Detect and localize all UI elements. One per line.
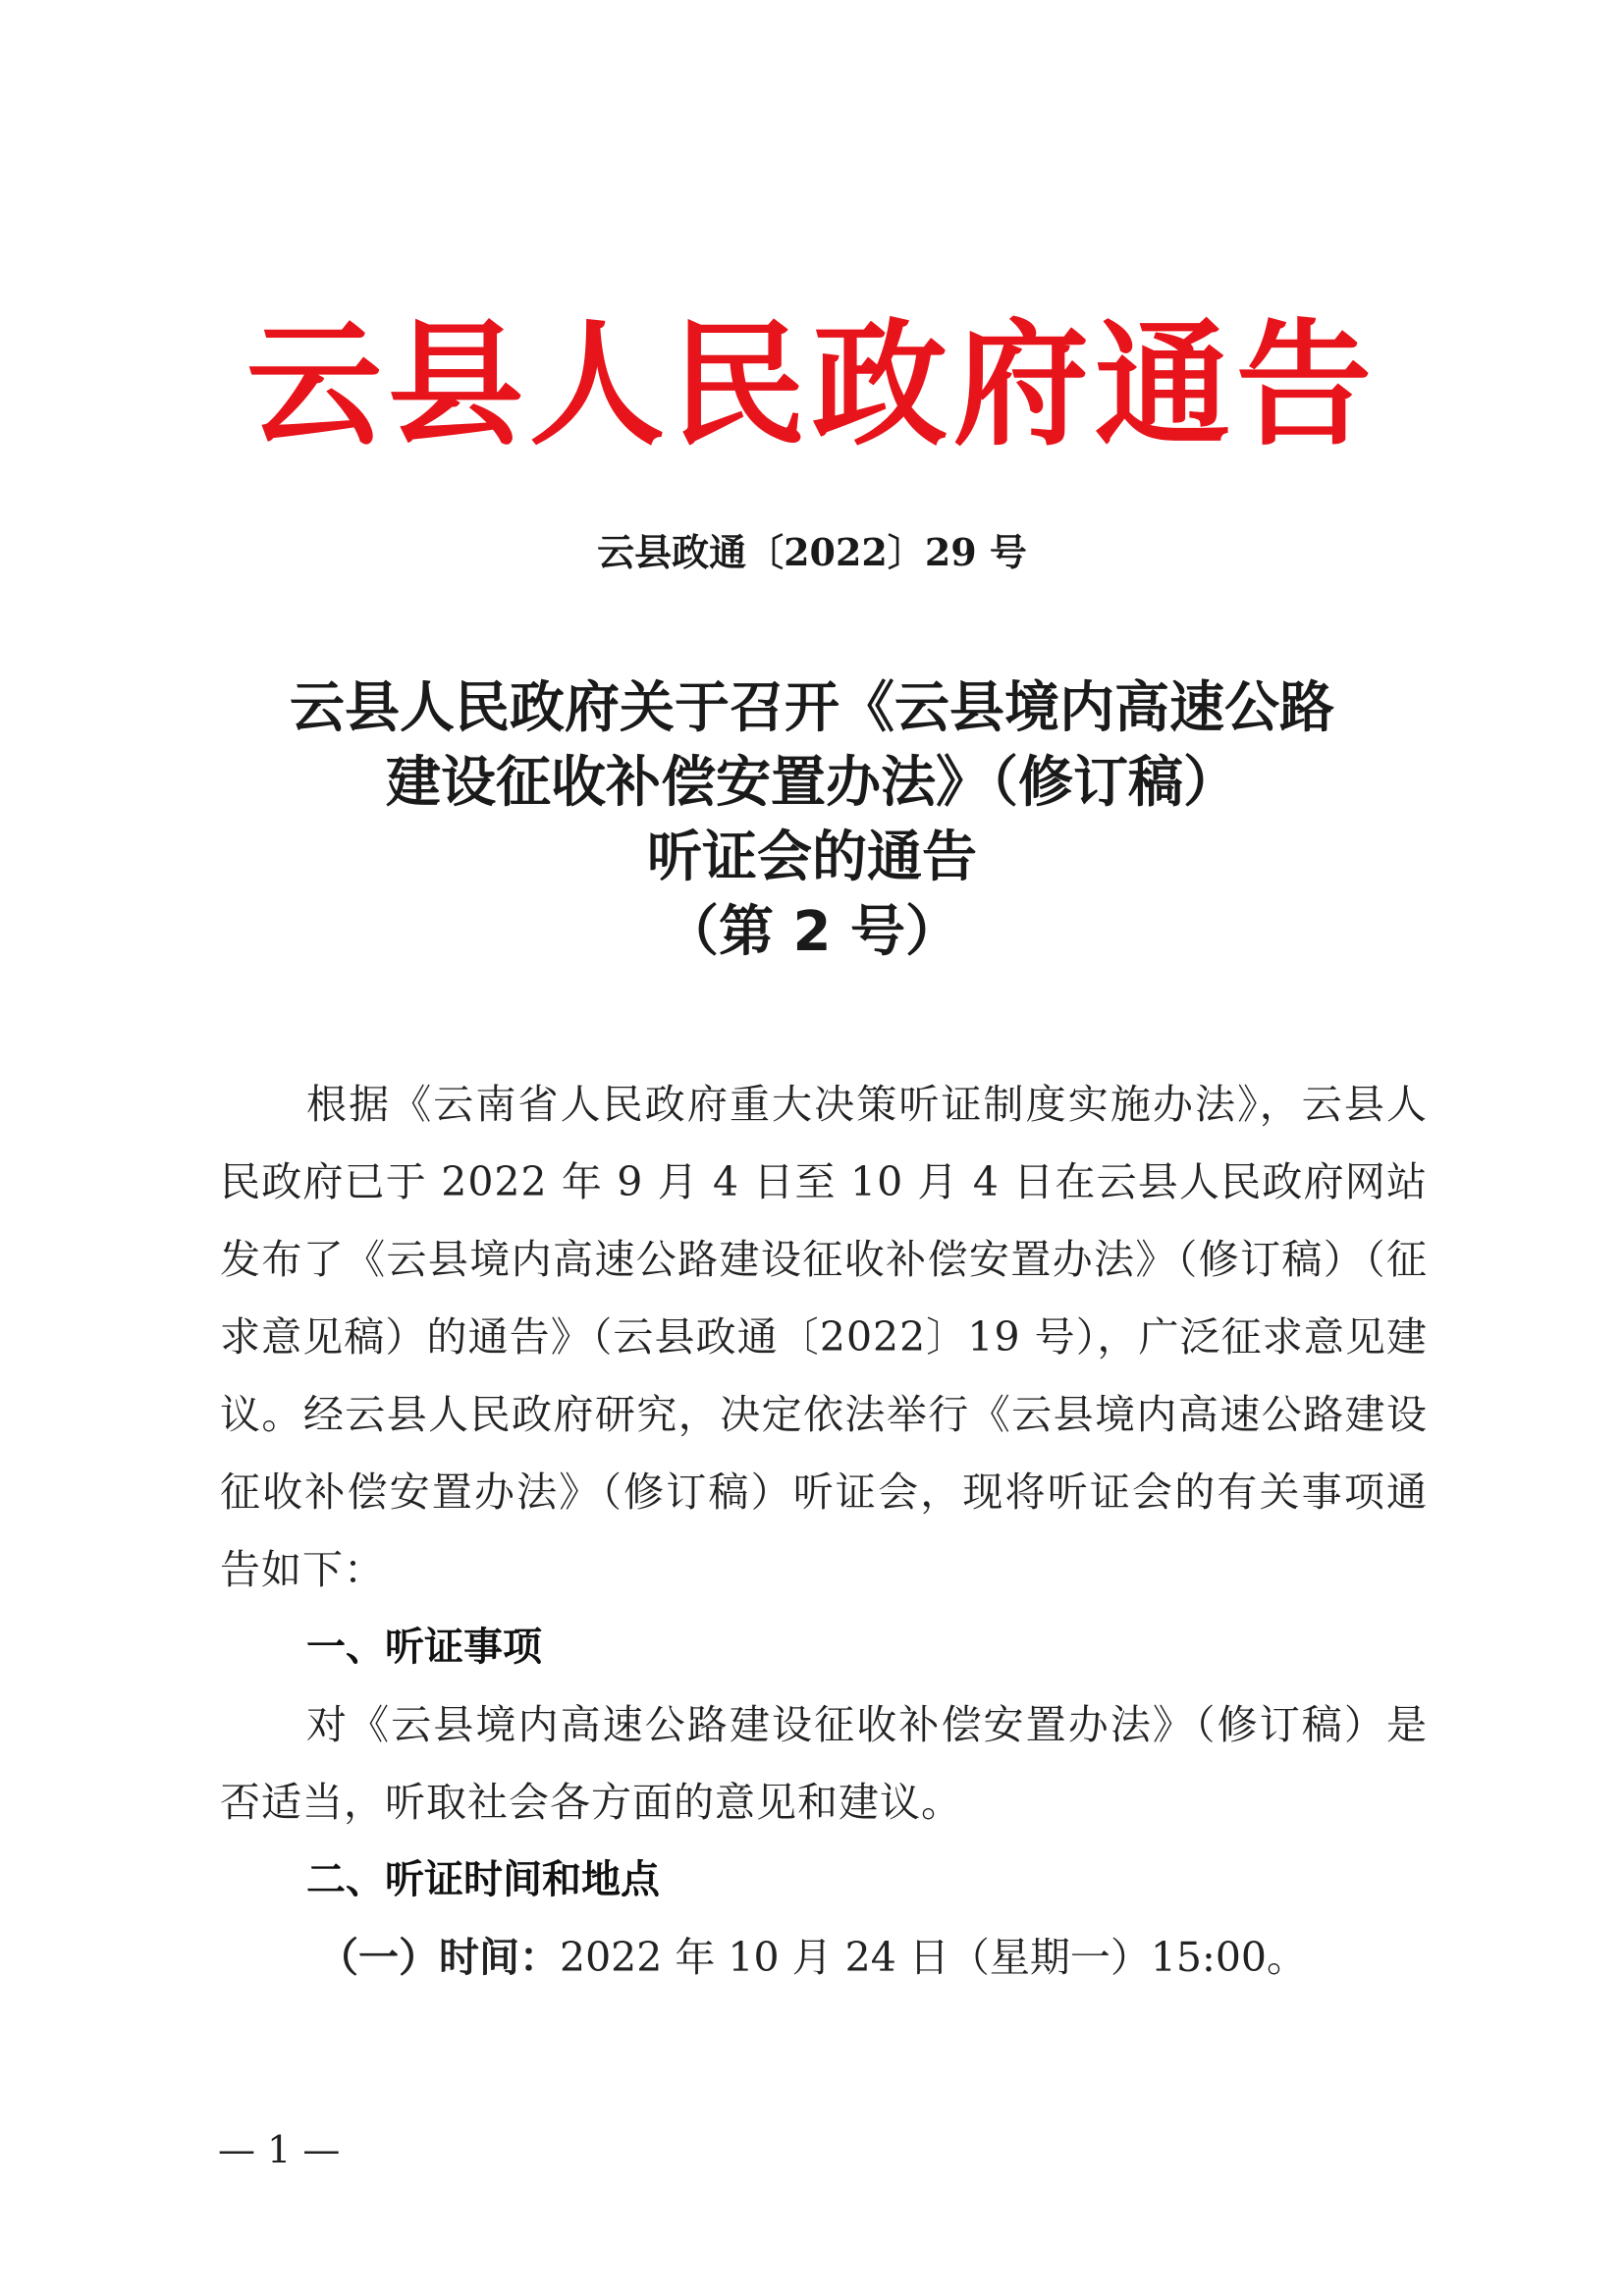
red-masthead-title: 云县人民政府通告 — [245, 304, 1378, 464]
notice-title — [196, 671, 1428, 970]
intro-paragraph: 根据《云南省人民政府重大决策听证制度实施办法》，云县人民政府已于 2022 年 9 月 4 日至 10 月 4 日在云县人民政府网站发布了《云县境内高速公路建设征收补偿安置办法》（修订稿）（征求意见稿）的通告》（云县政通〔2022〕19 号），广泛征求意见建议。经云县人民政府研究，决定依法举行《云县境内高速公路建设征收补偿安置办法》（修订稿）听证会，现将听证会的有关事项通告如下： — [220, 1081, 1428, 1593]
document-number: 云县政通〔2022〕29 号 — [597, 530, 1027, 574]
section-heading-time-place: 二、听证时间和地点 — [306, 1857, 660, 1902]
time-item — [220, 1919, 1428, 1997]
hearing-matter-paragraph: 对《云县境内高速公路建设征收补偿安置办法》（修订稿）是否适当，听取社会各方面的意见和建议。 — [220, 1701, 1428, 1826]
time-item-label: （一）时间： — [318, 1934, 560, 1981]
title-line-3: 听证会的通告 — [647, 826, 977, 889]
section-heading-hearing-matter: 一、听证事项 — [306, 1625, 542, 1670]
title-line-4: （第 2 号） — [664, 900, 960, 964]
time-item-text: 2022 年 10 月 24 日（星期一）15:00。 — [560, 1934, 1308, 1981]
title-line-2: 建设征收补偿安置办法》（修订稿） — [386, 751, 1238, 815]
title-line-1: 云县人民政府关于召开《云县境内高速公路 — [290, 676, 1334, 740]
page-number: — 1 — — [218, 2128, 341, 2171]
notice-body — [220, 1066, 1428, 1997]
